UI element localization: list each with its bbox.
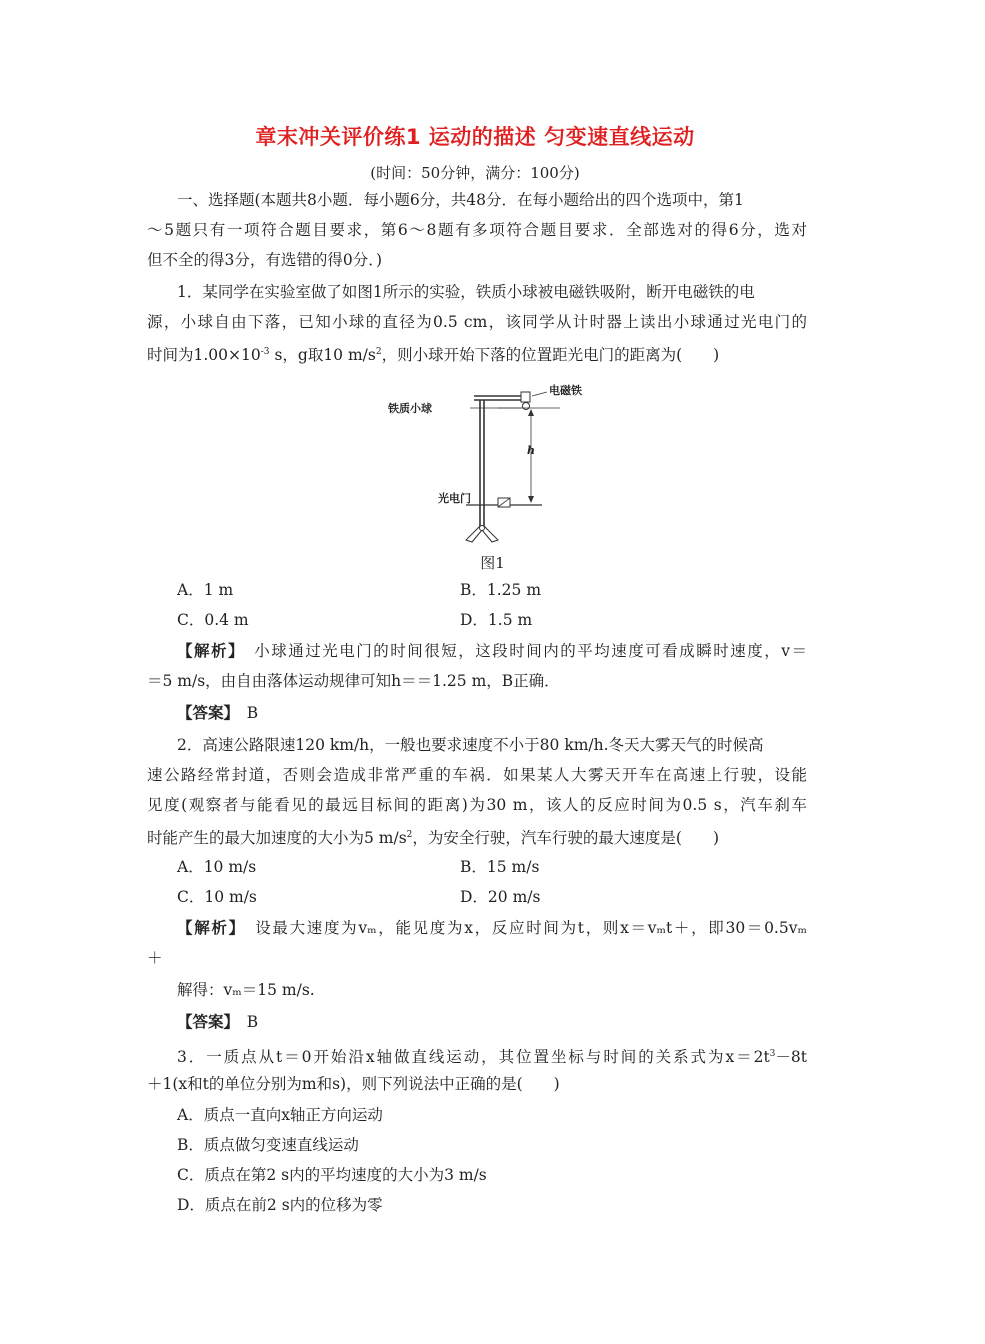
q2-option-a: A．10 m/s (177, 858, 257, 876)
q2-option-c: C．10 m/s (177, 888, 257, 906)
q1-answer: 【答案】 B (177, 703, 259, 722)
q3-option-d: D．质点在前2 s内的位移为零 (177, 1196, 383, 1214)
q2-line1: 2．高速公路限速120 km/h，一般也要求速度不小于80 km/h.冬天大雾天气的时候高 (177, 736, 764, 754)
q1-option-a: A．1 m (177, 581, 234, 599)
page-subtitle: (时间：50分钟，满分：100分) (370, 164, 580, 182)
figure-label-h: h (527, 444, 535, 457)
figure-label-ball: 铁质小球 (388, 402, 432, 415)
q1-option-d: D．1.5 m (460, 611, 533, 629)
q1-option-b: B．1.25 m (460, 581, 542, 599)
q1-line1: 1．某同学在实验室做了如图1所示的实验，铁质小球被电磁铁吸附，断开电磁铁的电 (177, 283, 755, 301)
q2-option-b: B．15 m/s (460, 858, 540, 876)
section-intro-line3: 但不全的得3分，有选错的得0分．) (147, 251, 383, 269)
q2-option-d: D．20 m/s (460, 888, 541, 906)
q1-line3: 时间为$1.00\times 10^{-3}$ s，g取10 $m/s^2$，则小球开始下落的位置距光电门的距离为( ) (147, 346, 720, 364)
experiment-figure (388, 378, 582, 548)
section-intro-line1: 一、选择题(本题共8小题．每小题6分，共48分．在每小题给出的四个选项中，第1 (177, 191, 744, 209)
figure-label-gate: 光电门 (438, 492, 471, 505)
q2-analysis-line2: ＋ (147, 949, 163, 967)
q1-analysis-line2: ＝5 m/s，由自由落体运动规律可知h＝＝1.25 m，B正确． (147, 672, 560, 690)
q3-option-c: C．质点在第2 s内的平均速度的大小为3 m/s (177, 1166, 487, 1184)
figure-label-magnet: 电磁铁 (549, 384, 582, 397)
q2-line4: 时能产生的最大加速度的大小为5 $m/s^2$，为安全行驶，汽车行驶的最大速度是( ) (147, 829, 720, 847)
q3-option-a: A．质点一直向x轴正方向运动 (177, 1106, 383, 1124)
q3-line2: ＋1(x和t的单位分别为m和s)，则下列说法中正确的是( ) (147, 1075, 560, 1093)
q2-line3: 见度(观察者与能看见的最远目标间的距离)为30 m，该人的反应时间为0.5 s，汽车刹车 (147, 796, 807, 814)
q2-line2: 速公路经常封道，否则会造成非常严重的车祸．如果某人大雾天开车在高速上行驶，设能 (147, 766, 807, 784)
q2-solve: 解得：vₘ＝15 m/s. (177, 981, 315, 999)
q2-analysis-line1: 【解析】 设最大速度为vₘ，能见度为x，反应时间为t，则x＝vₘt＋，即30＝0.5vₘ (177, 918, 807, 937)
page-title: 章末冲关评价练1 运动的描述 匀变速直线运动 (255, 125, 695, 149)
q3-line1: 3．一质点从t＝0开始沿x轴做直线运动，其位置坐标与时间的关系式为$x=2t^3-8t$ (177, 1048, 807, 1066)
q2-answer: 【答案】 B (177, 1012, 259, 1031)
section-intro-line2: ～5题只有一项符合题目要求，第6～8题有多项符合题目要求．全部选对的得6分，选对 (147, 221, 807, 239)
q1-analysis-line1: 【解析】 小球通过光电门的时间很短，这段时间内的平均速度可看成瞬时速度，v＝ (177, 641, 807, 660)
q3-option-b: B．质点做匀变速直线运动 (177, 1136, 359, 1154)
q1-option-c: C．0.4 m (177, 611, 249, 629)
q1-line2: 源，小球自由下落，已知小球的直径为0.5 cm，该同学从计时器上读出小球通过光电门的 (147, 313, 807, 331)
figure-caption: 图1 (480, 554, 505, 572)
